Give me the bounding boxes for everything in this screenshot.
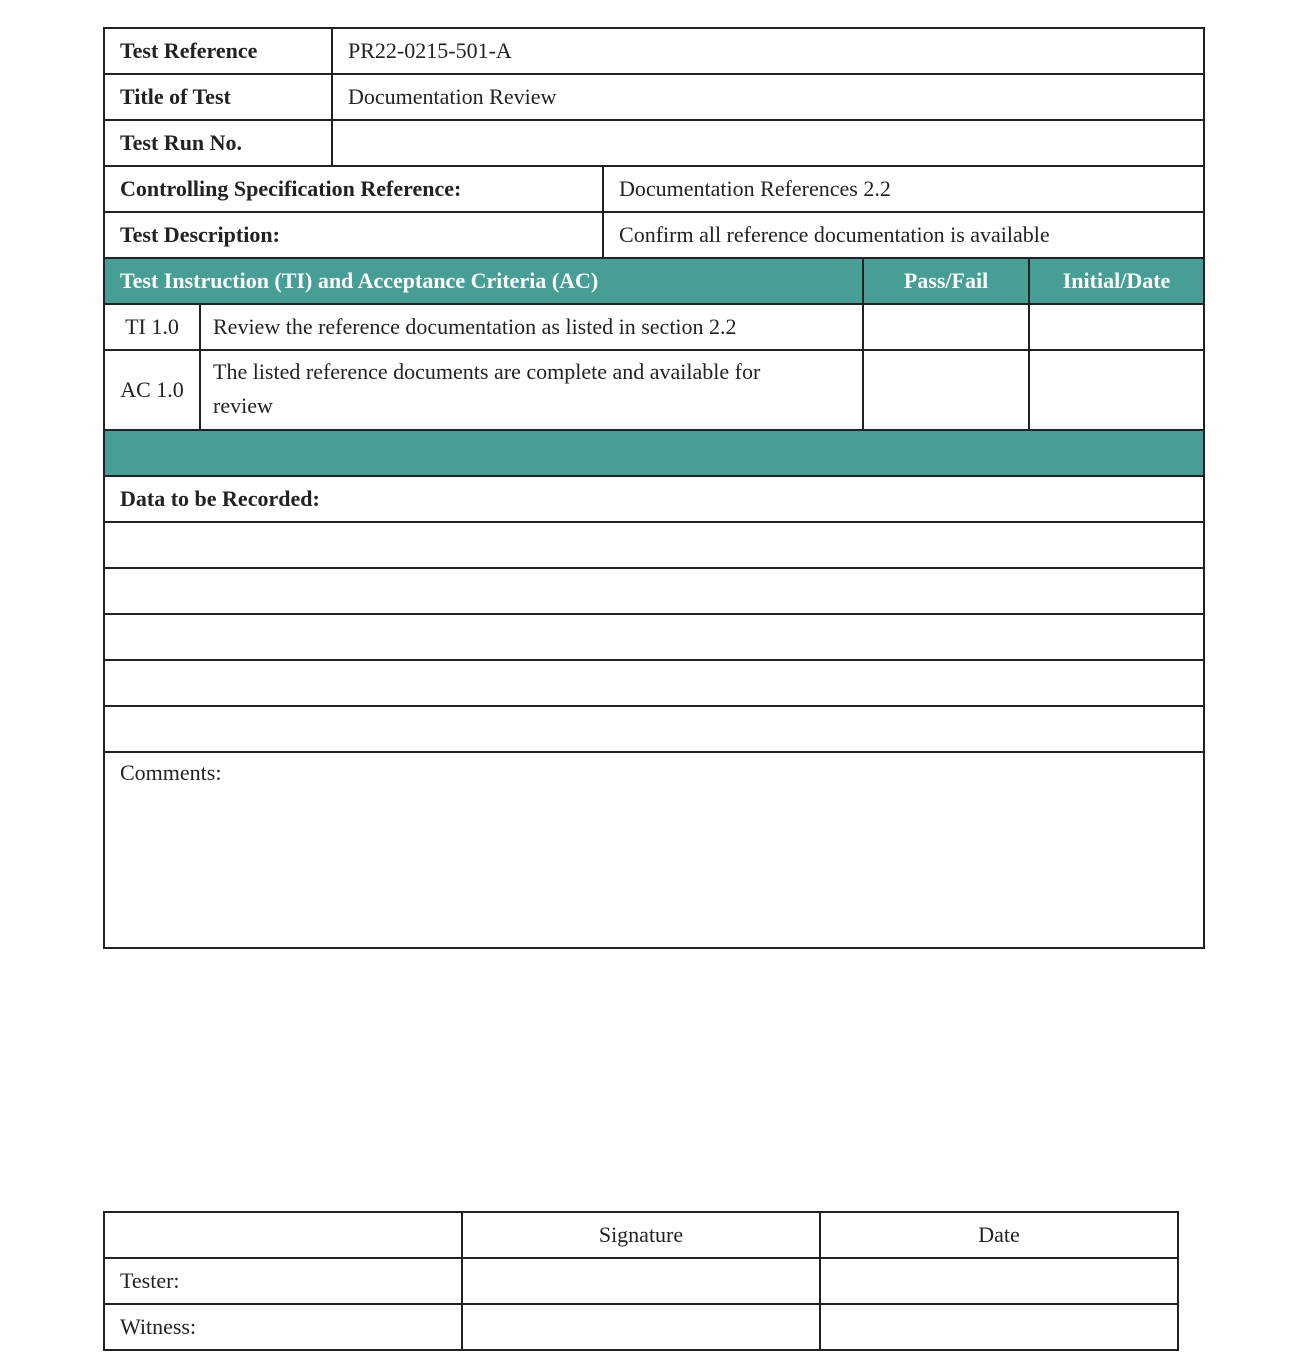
title-of-test-row [104,74,1204,120]
acceptance-row [104,350,1204,430]
acceptance-pass-fail-cell[interactable] [863,350,1029,430]
acceptance-id: AC 1.0 [104,350,200,430]
tester-label: Tester: [104,1258,462,1304]
data-recorded-entry [104,660,1204,706]
witness-signature-cell[interactable] [462,1304,820,1350]
data-recorded-entry-cell[interactable] [104,522,1204,568]
teal-separator [104,430,1204,476]
data-recorded-entry [104,706,1204,752]
comments-label: Comments: [120,760,222,785]
controlling-spec-label: Controlling Specification Reference: [104,166,603,212]
test-reference-value[interactable]: PR22-0215-501-A [332,28,1204,74]
data-recorded-entry-cell[interactable] [104,706,1204,752]
instruction-initial-date-cell[interactable] [1029,304,1204,350]
data-recorded-entry-cell[interactable] [104,660,1204,706]
instructions-header-row [104,258,1204,304]
title-of-test-label: Title of Test [104,74,332,120]
teal-separator-row [104,430,1204,476]
instruction-pass-fail-cell[interactable] [863,304,1029,350]
test-description-row [104,212,1204,258]
tester-date-cell[interactable] [820,1258,1178,1304]
test-run-no-row [104,120,1204,166]
date-header: Date [820,1212,1178,1258]
initial-date-header: Initial/Date [1029,258,1204,304]
data-recorded-entry-cell[interactable] [104,614,1204,660]
signoff-header-row [104,1212,1178,1258]
acceptance-initial-date-cell[interactable] [1029,350,1204,430]
test-reference-row [104,28,1204,74]
instruction-row [104,304,1204,350]
data-recorded-row [104,476,1204,522]
data-recorded-entry-cell[interactable] [104,568,1204,614]
acceptance-text: The listed reference documents are complete and available for review [200,350,863,430]
instructions-header-title: Test Instruction (TI) and Acceptance Criteria (AC) [104,258,863,304]
test-reference-label: Test Reference [104,28,332,74]
comments-row [104,752,1204,948]
signoff-witness-row [104,1304,1178,1350]
pass-fail-header: Pass/Fail [863,258,1029,304]
comments-cell[interactable] [104,752,1204,948]
signoff-tester-row [104,1258,1178,1304]
controlling-spec-row [104,166,1204,212]
test-description-label: Test Description: [104,212,603,258]
data-recorded-entry [104,568,1204,614]
data-recorded-entry [104,522,1204,568]
test-record-table [103,27,1205,949]
test-description-value[interactable]: Confirm all reference documentation is available [603,212,1204,258]
instruction-text: Review the reference documentation as listed in section 2.2 [200,304,863,350]
data-recorded-label: Data to be Recorded: [104,476,1204,522]
signature-header: Signature [462,1212,820,1258]
signoff-header-blank [104,1212,462,1258]
test-run-no-label: Test Run No. [104,120,332,166]
controlling-spec-value[interactable]: Documentation References 2.2 [603,166,1204,212]
signoff-table [103,1211,1179,1351]
tester-signature-cell[interactable] [462,1258,820,1304]
title-of-test-value[interactable]: Documentation Review [332,74,1204,120]
witness-date-cell[interactable] [820,1304,1178,1350]
instruction-id: TI 1.0 [104,304,200,350]
witness-label: Witness: [104,1304,462,1350]
data-recorded-entry [104,614,1204,660]
test-run-no-value[interactable] [332,120,1204,166]
